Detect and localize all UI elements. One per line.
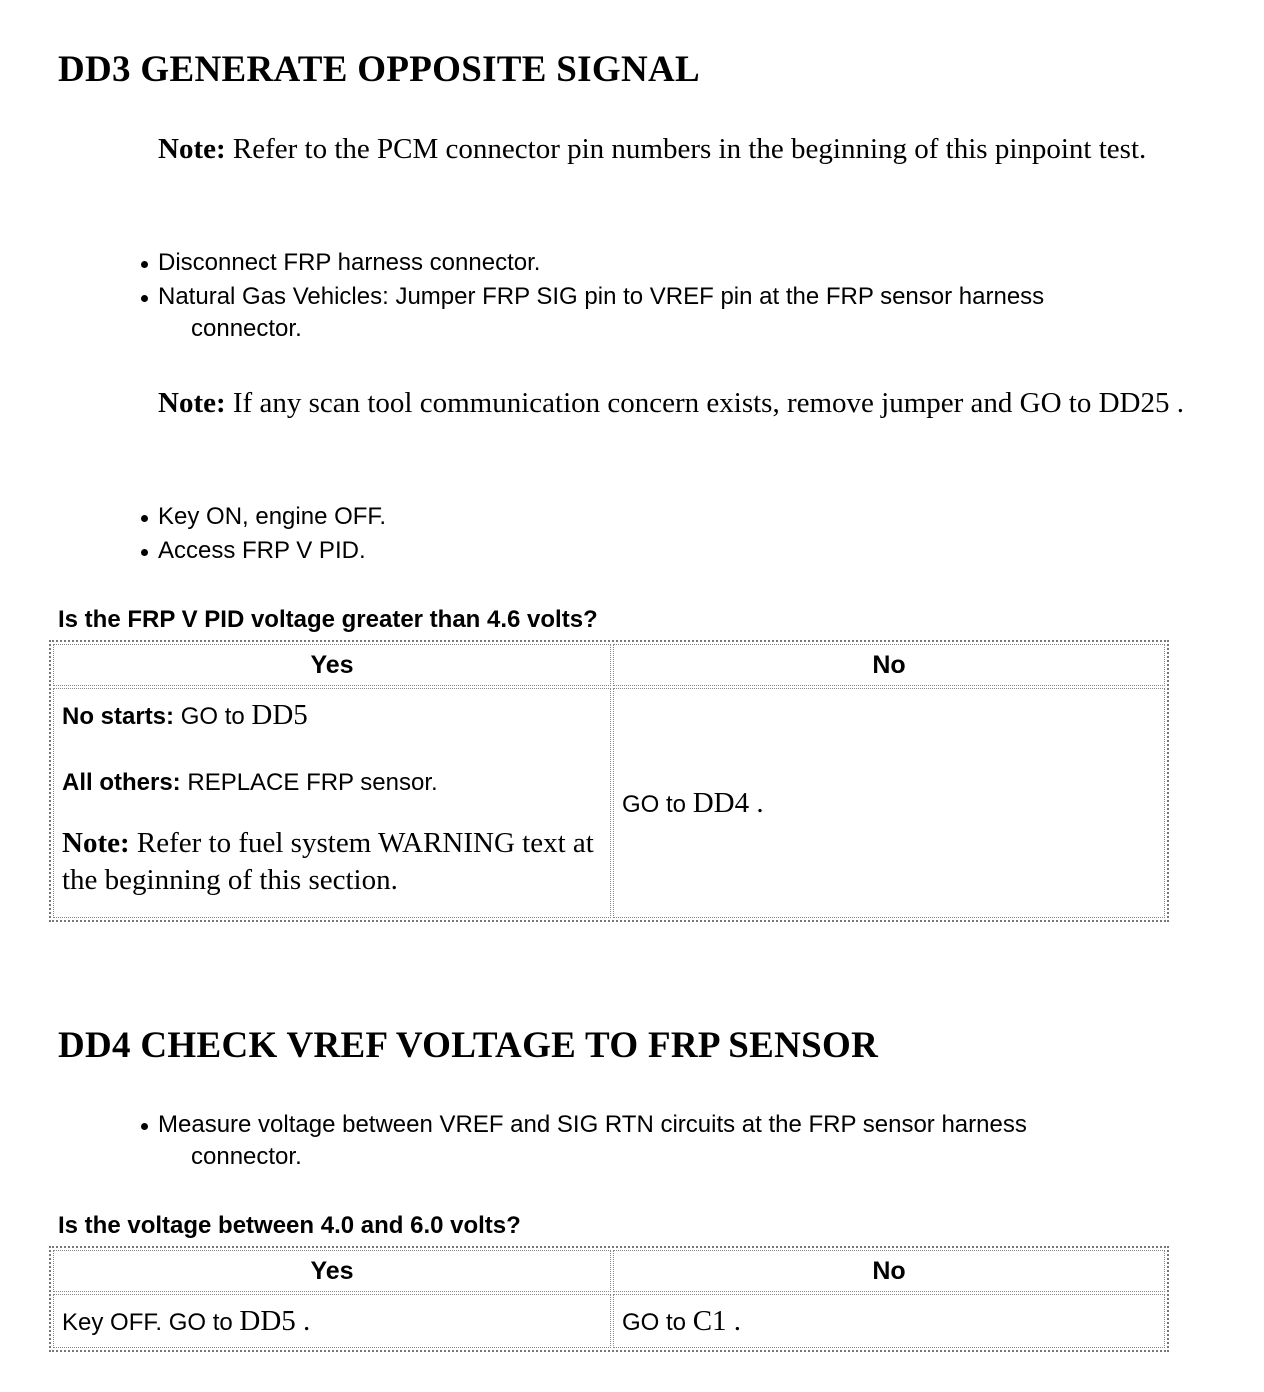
- bullet-list-dd3-steps-1: [140, 247, 1200, 347]
- list-item-text: Access FRP V PID.: [158, 537, 366, 564]
- bullet-list-dd4-steps: [140, 1109, 1200, 1175]
- note-label: Note:: [62, 827, 130, 859]
- list-item: [140, 535, 1200, 567]
- bullet-icon: [141, 261, 148, 268]
- yes-line-text: GO to: [174, 703, 252, 730]
- no-cell-text: GO to: [622, 790, 693, 818]
- goto-link-dd4[interactable]: DD4: [692, 786, 750, 819]
- yes-line-label: All others:: [62, 769, 181, 796]
- yes-cell: [53, 688, 611, 918]
- note-label: Note:: [158, 387, 226, 419]
- yes-note: [62, 825, 602, 899]
- list-item: [140, 247, 1200, 279]
- no-cell-text: GO to: [622, 1308, 693, 1336]
- note-label: Note:: [158, 133, 226, 165]
- list-item-text: Natural Gas Vehicles: Jumper FRP SIG pin to VREF pin at the FRP sensor harness: [158, 283, 1045, 310]
- yes-line-no-starts: [62, 697, 602, 735]
- goto-link-dd5[interactable]: DD5: [251, 699, 308, 731]
- yes-cell-suffix: .: [295, 1304, 311, 1337]
- no-cell-suffix: .: [726, 1304, 742, 1337]
- list-item-text: Measure voltage between VREF and SIG RTN circuits at the FRP sensor harness: [158, 1111, 1027, 1138]
- goto-link-dd5[interactable]: DD5: [239, 1304, 296, 1337]
- goto-link-c1[interactable]: C1: [692, 1304, 727, 1337]
- list-item-text: Key ON, engine OFF.: [158, 503, 387, 530]
- list-item: [140, 501, 1200, 533]
- question-dd4: Is the voltage between 4.0 and 6.0 volts?: [58, 1212, 521, 1239]
- yes-header: Yes: [53, 1250, 611, 1292]
- note-text: Refer to fuel system WARNING text at the beginning of this section.: [62, 827, 594, 896]
- bullet-icon: [141, 295, 148, 302]
- list-item: [140, 1109, 1200, 1173]
- no-cell: [613, 1294, 1165, 1348]
- note-pcm-connector: [158, 130, 1238, 168]
- yes-line-label: No starts:: [62, 703, 175, 730]
- bullet-icon: [141, 549, 148, 556]
- bullet-icon: [141, 1123, 148, 1130]
- list-item-text-continued: connector.: [191, 1143, 302, 1170]
- yes-cell-text: Key OFF. GO to: [62, 1308, 240, 1336]
- list-item-text-continued: connector.: [191, 315, 302, 342]
- table-row: [53, 1294, 1165, 1348]
- result-table-dd3: [49, 640, 1169, 922]
- table-header-row: [53, 644, 1165, 686]
- result-table-dd4: [49, 1246, 1169, 1352]
- list-item: [140, 281, 1200, 345]
- note-text: If any scan tool communication concern exists, remove jumper and GO to DD25 .: [225, 387, 1184, 419]
- note-scan-tool: [158, 384, 1238, 422]
- no-header: No: [613, 644, 1165, 686]
- table-row: [53, 688, 1165, 918]
- section-heading-dd4: DD4 CHECK VREF VOLTAGE TO FRP SENSOR: [58, 1025, 879, 1066]
- question-dd3: Is the FRP V PID voltage greater than 4.6 volts?: [58, 606, 598, 633]
- no-header: No: [613, 1250, 1165, 1292]
- note-text: Refer to the PCM connector pin numbers in the beginning of this pinpoint test.: [225, 133, 1147, 165]
- yes-line-all-others: [62, 765, 602, 801]
- bullet-list-dd3-steps-2: [140, 501, 1200, 569]
- no-cell: [613, 688, 1165, 918]
- yes-header: Yes: [53, 644, 611, 686]
- yes-cell: [53, 1294, 611, 1348]
- list-item-text: Disconnect FRP harness connector.: [158, 249, 541, 276]
- table-header-row: [53, 1250, 1165, 1292]
- no-cell-suffix: .: [749, 786, 764, 819]
- yes-line-text: REPLACE FRP sensor.: [180, 769, 438, 796]
- bullet-icon: [141, 515, 148, 522]
- section-heading-dd3: DD3 GENERATE OPPOSITE SIGNAL: [58, 49, 700, 90]
